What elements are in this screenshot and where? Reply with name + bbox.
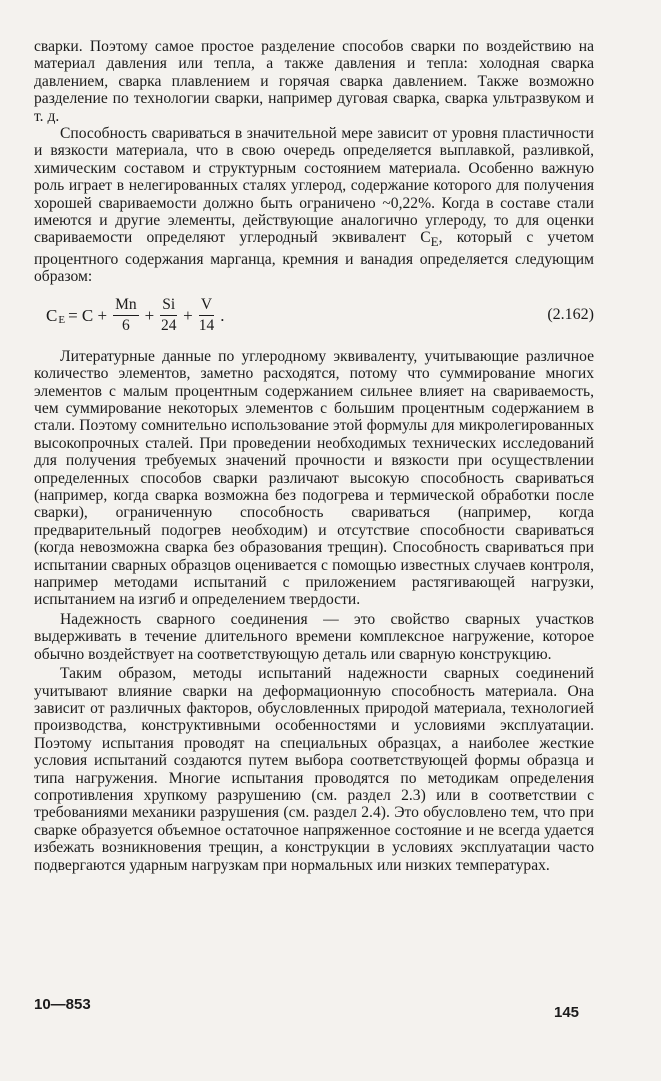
fraction-v-numerator: V: [199, 296, 214, 316]
fraction-si-denominator: 24: [160, 317, 177, 335]
paragraph-3: Литературные данные по углеродному эквиваленту, учитывающие различное количество элементов, заметно расходятся, потому что суммирование многих элементов с малым процентным содержанием сильнее влияет на свариваемость, чем суммирование некоторых элементов с большим процентным содержанием в стали. Поэтому сомнительно использование этой формулы для микролегированных высокопрочных сталей. При проведении необходимых технических исследований для получения требуемых значений прочности и вязкости при осуществлении определенных способов сварки различают высокую способность свариваться (например, когда сварка возможна без подогрева и термической обработки после сварки), ограниченную способность свариваться (например, когда предварительный подогрев необходим) и отсутствие способности свариваться (когда невозможна сварка без образования трещин). Способность свариваться при испытании сварных образцов оценивается с помощью известных случаев контроля, например методами испытаний с приложением растягивающей нагрузки, испытанием на изгиб и определением твердости.: [34, 347, 594, 609]
equiv-subscript: E: [430, 234, 439, 250]
paragraph-1: сварки. Поэтому самое простое разделение способов сварки по воздействию на материал давления или тепла, а также давления и тепла: холодная сварка давлением, сварка плавлением и горячая сварка давлением. Также возможно разделение по технологии сварки, например дуговая сварка, сварка ультразвуком и т. д.: [34, 38, 594, 125]
page-text: [34, 38, 594, 874]
formula-expression: [46, 292, 228, 340]
fraction-mn: [113, 296, 139, 335]
paragraph-2-tail: , который с учетом процентного содержания марганца, кремния и ванадия определяется следующим образом:: [34, 229, 594, 286]
fraction-mn-denominator: 6: [121, 317, 130, 335]
fraction-si: [160, 296, 177, 335]
fraction-v: [199, 296, 215, 335]
paragraph-4: Надежность сварного соединения — это свойство сварных участков выдерживать в течение длительного времени комплексное нагружение, которое обычно воздействует на соответствующую деталь или сварную конструкцию.: [34, 610, 594, 663]
page-number: 145: [554, 1004, 580, 1021]
fraction-mn-numerator: Mn: [113, 296, 139, 316]
printer-signature: 10—853: [34, 996, 91, 1013]
formula-lhs-subscript: E: [58, 314, 66, 327]
paragraph-2-text: Способность свариваться в значительной мере зависит от уровня пластичности и вязкости материала, что в свою очередь определяется выплавкой, разливкой, химическим составом и структурным состоянием материала. Особенно важную роль играет в нелегированных сталях углерод, содержание которого для получения хорошей свариваемости должно быть ограничено ~0,22%. Когда в составе стали имеются и другие элементы, действующие аналогично углероду, то для оценки свариваемости определяют углеродный эквивалент C: [34, 125, 594, 247]
formula-carbon-equivalent: [34, 290, 594, 342]
formula-plus-1: +: [144, 306, 155, 326]
formula-plus-2: +: [183, 306, 193, 326]
formula-period: .: [220, 306, 225, 326]
formula-equals: = C +: [68, 306, 108, 326]
paragraph-5: Таким образом, методы испытаний надежности сварных соединений учитывают влияние сварки на деформационную способность материала. Она зависит от различных факторов, обусловленных природой материала, технологией производства, конструктивными особенностями и условиями эксплуатации. Поэтому испытания проводят на специальных образцах, а наиболее жесткие условия испытаний создаются путем выбора соответствующей формы образца и типа нагружения. Многие испытания проводятся по методикам определения сопротивления хрупкому разрушению (см. раздел 2.3) или в соответствии с требованиями механики разрушения (см. раздел 2.4). Это обусловлено тем, что при сварке образуется объемное остаточное напряженное состояние и не всегда удается избежать возникновения трещин, а конструкции в условиях эксплуатации часто подвергаются ударным нагрузкам при нормальных или низких температурах.: [34, 665, 594, 874]
equation-number: (2.162): [547, 305, 594, 323]
formula-lhs: C: [46, 306, 58, 326]
fraction-si-numerator: Si: [160, 296, 177, 316]
paragraph-2: [34, 125, 594, 286]
fraction-v-denominator: 14: [198, 317, 215, 335]
